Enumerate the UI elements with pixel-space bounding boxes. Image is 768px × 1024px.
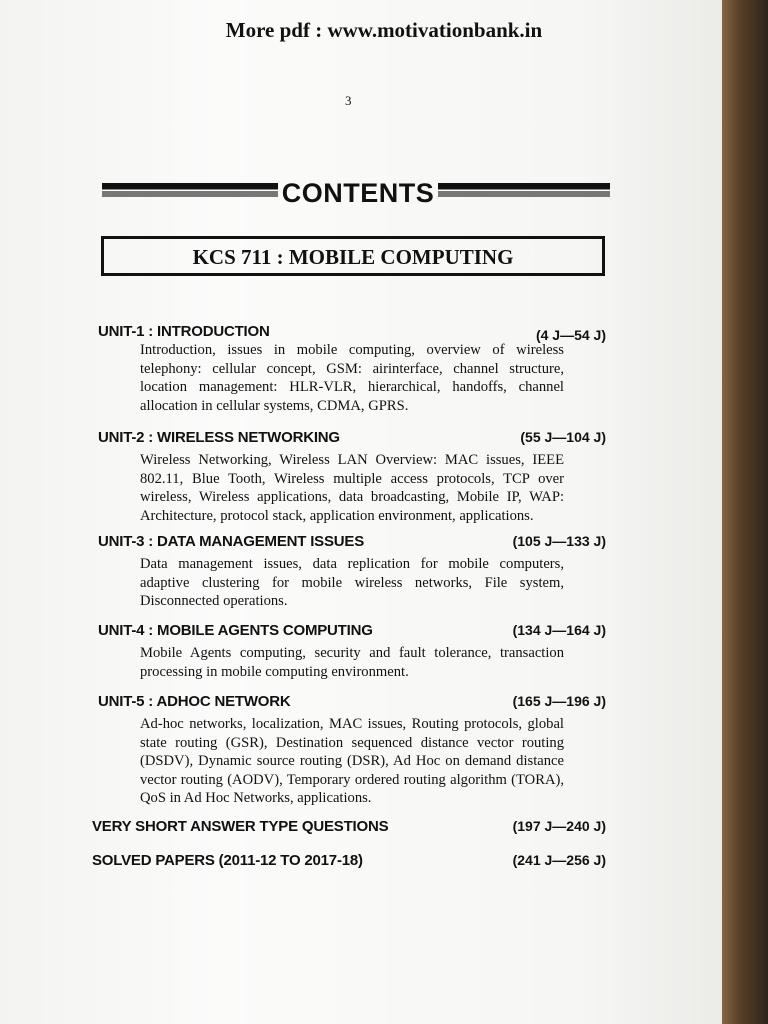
contents-banner (102, 176, 610, 210)
unit-description: Ad-hoc networks, localization, MAC issues, Routing protocols, global state routing (GSR), Destination sequenced distance vector routing (DSDV), Dynamic source routing (DSR), Ad Hoc on demand distance vector routing (AODV), Temporary ordered routing algorithm (TORA), QoS in Ad Hoc Networks, applications. (140, 716, 564, 806)
section-title: VERY SHORT ANSWER TYPE QUESTIONS (92, 818, 389, 835)
unit-2-entry (98, 429, 606, 525)
unit-title: UNIT-1 : INTRODUCTION (98, 323, 270, 340)
unit-page-range: (55 J—104 J) (520, 429, 606, 445)
unit-page-range: (105 J—133 J) (512, 533, 606, 549)
unit-3-entry (98, 533, 606, 611)
page-header: More pdf : www.motivationbank.in (225, 18, 543, 42)
section-page-range: (197 J—240 J) (512, 818, 606, 834)
unit-1-entry (98, 323, 606, 415)
very-short-answer-entry (92, 818, 606, 840)
banner-rule-right (438, 183, 610, 197)
section-title: SOLVED PAPERS (2011-12 TO 2017-18) (92, 852, 363, 869)
unit-4-entry (98, 622, 606, 681)
unit-page-range: (165 J—196 J) (512, 693, 606, 709)
unit-title: UNIT-5 : ADHOC NETWORK (98, 693, 291, 710)
unit-title: UNIT-4 : MOBILE AGENTS COMPUTING (98, 622, 373, 639)
unit-page-range: (4 J—54 J) (535, 327, 606, 343)
unit-title: UNIT-2 : WIRELESS NETWORKING (98, 429, 340, 446)
unit-description: Mobile Agents computing, security and fault tolerance, transaction processing in mobile computing environment. (140, 645, 564, 680)
unit-5-entry (98, 693, 606, 808)
course-title: KCS 711 : MOBILE COMPUTING (101, 236, 605, 276)
unit-title: UNIT-3 : DATA MANAGEMENT ISSUES (98, 533, 365, 550)
background-surface (720, 0, 768, 1024)
page-number: 3 (345, 93, 352, 108)
unit-description: Introduction, issues in mobile computing, overview of wireless telephony: cellular concept, GSM: airinterface, channel structure, location management: HLR-VLR, hierarchical, handoffs, channel allocation in cellular systems, CDMA, GPRS. (140, 342, 564, 414)
banner-rule-left (102, 183, 278, 197)
unit-description: Data management issues, data replication for mobile computers, adaptive clustering for mobile wireless networks, File system, Disconnected operations. (140, 556, 564, 609)
unit-page-range: (134 J—164 J) (512, 622, 606, 638)
section-page-range: (241 J—256 J) (512, 852, 606, 868)
solved-papers-entry (92, 852, 606, 874)
unit-description: Wireless Networking, Wireless LAN Overview: MAC issues, IEEE 802.11, Blue Tooth, Wireless multiple access protocols, TCP over wireless, Wireless applications, data broadcasting, Mobile IP, WAP: Architecture, protocol stack, application environment, applications. (140, 452, 564, 524)
contents-title: CONTENTS (281, 178, 435, 208)
